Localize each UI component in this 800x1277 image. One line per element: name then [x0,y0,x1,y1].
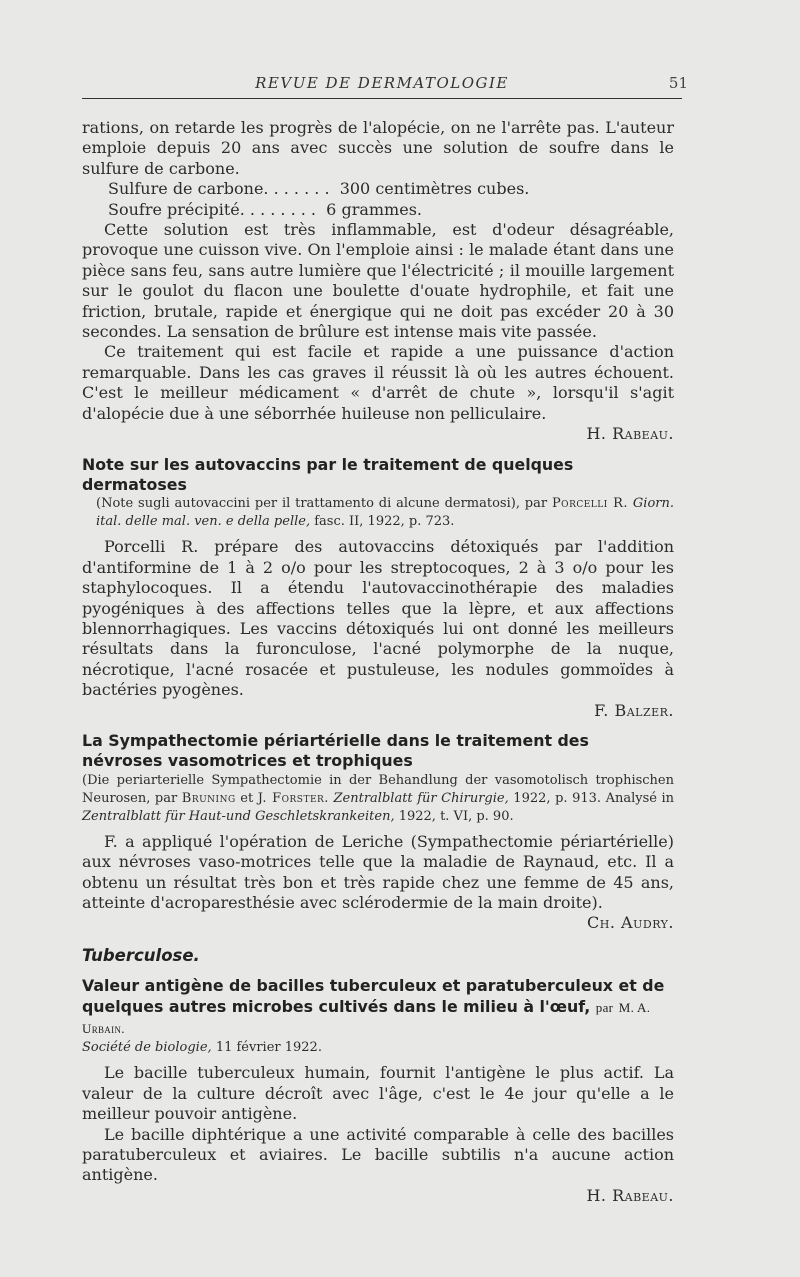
article-source [82,1039,674,1057]
journal-name: Zentralblatt für Haut-und Geschletskrankeiten, [82,808,395,824]
author-name: Bruning [181,790,236,806]
author-name: J. Forster. [257,790,329,806]
source-date: 11 février 1922. [215,1040,322,1056]
signature [82,1186,674,1206]
source-ref: 1922, p. 913. Analysé in [513,790,675,806]
page-body [82,118,674,1206]
source-society: Société de biologie, [82,1040,212,1056]
source-pages: p. 723. [408,514,455,530]
article-title: La Sympathectomie périartérielle dans le traitement des névroses vasomotrices et trophiques [82,730,589,771]
article-source [82,495,674,531]
source-text: par [595,999,614,1015]
paragraph: rations, on retarde les progrès de l'alopécie, on ne l'arrête pas. L'auteur emploie depuis 20 ans avec succès une solution de soufre dans le sulfure de carbone. [82,118,674,178]
paragraph: F. a appliqué l'opération de Leriche (Sympathectomie périartérielle) aux névroses vaso-motrices telle que la maladie de Raynaud, etc. Il a obtenu un résultat très bon et très rapide chez une femme de 45 ans, atteinte d'acroparesthésie avec sclérodermie de la main droite). [82,831,674,912]
signature-name: H. Rabeau. [586,424,674,444]
source-conjunction: et [240,790,254,806]
signature [82,424,674,444]
paragraph: Ce traitement qui est facile et rapide a une puissance d'action remarquable. Dans les cas graves il réussit là où les autres échouent. C'est le meilleur médicament « d'arrêt de chute », lorsqu'il s'agit d'alopécie due à une séborrhée huileuse non pelliculaire. [82,342,674,423]
page-number: 51 [668,74,688,92]
source-text: (Note sugli autovaccini per il trattamento di alcune dermatosi), par [96,496,548,512]
article-title: Note sur les autovaccins par le traitement de quelques dermatoses [82,454,574,494]
section-heading: Tuberculose. [82,945,200,965]
paragraph: Cette solution est très inflammable, est d'odeur désagréable, provoque une cuisson vive. On l'emploie ainsi : le malade étant dans une pièce sans feu, sans autre lumière que l'électricité ; il mouille largement sur le goulot du flacon une boulette d'ouate hydrophile, et fait une friction, brutale, rapide et énergique qui ne doit pas excéder 20 à 30 secondes. La sensation de brûlure est intense mais vite passée. [82,220,674,342]
article-source [82,772,674,826]
article-title-text: Valeur antigène de bacilles tuberculeux et paratuberculeux et de quelques autres microbes cultivés dans le milieu à l'œuf, [82,976,665,1016]
source-ref: 1922, t. VI, p. 90. [398,808,514,824]
paragraph: Porcelli R. prépare des autovaccins détoxiqués par l'addition d'antiformine de 1 à 2 o/o pour les streptocoques, 2 à 3 o/o pour les staphylocoques. Il a étendu l'autovaccinothérapie des maladies pyogéniques à des affections telles que la lèpre, et aux affections blennorrhagiques. Les vaccins détoxiqués lui ont donné les meilleurs résultats dans la furonculose, l'acné polymorphe de la nuque, nécrotique, l'acné rosacée et pustuleuse, les nodules gommoïdes à bactéries pyogènes. [82,537,674,700]
journal-name: Giorn. ital. delle mal. ven. e della pelle, [96,496,674,530]
source-text: (Die periarterielle Sympathectomie in der Behandlung der vasomotolisch trophischen Neurosen, par [82,772,674,806]
signature [82,701,674,721]
source-issue: fasc. II, 1922, [314,514,405,530]
article-title [82,976,674,1039]
formula-line: Sulfure de carbone. . . . . . . 300 centimètres cubes. [108,179,530,199]
journal-name: Zentralblatt für Chirurgie, [333,790,509,806]
signature-name: Ch. Audry. [587,913,674,933]
signature-name: F. Balzer. [594,700,674,720]
running-title: REVUE DE DERMATOLOGIE [255,74,509,92]
paragraph: Le bacille diphtérique a une activité comparable à celle des bacilles paratuberculeux et aviaires. Le bacille subtilis n'a aucune action antigène. [82,1124,674,1185]
author-name: Porcelli R. [551,496,629,512]
page-header [82,74,688,99]
paragraph: Le bacille tuberculeux humain, fournit l'antigène le plus actif. La valeur de la culture décroît avec l'âge, c'est le 4e jour qu'elle a le meilleur pouvoir antigène. [82,1063,674,1124]
author-name: M. A. Urbain. [82,999,651,1037]
signature-name: H. Rabeau. [586,1185,674,1205]
signature [82,913,674,933]
formula-line: Soufre précipité. . . . . . . . 6 grammes. [108,199,422,219]
